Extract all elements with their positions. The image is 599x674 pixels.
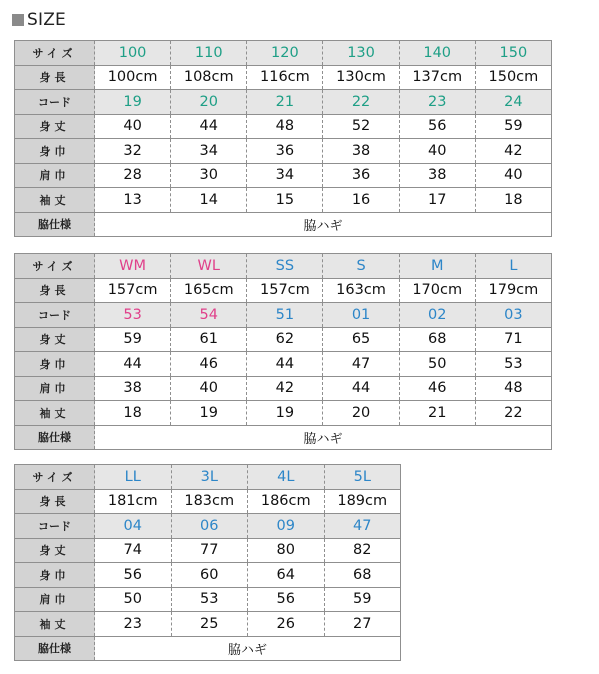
- table-cell: 51: [247, 303, 323, 328]
- table-cell: 150cm: [475, 65, 551, 90]
- page-title: [12, 9, 66, 31]
- row-label: 肩巾: [15, 587, 95, 612]
- table-cell: 186cm: [248, 489, 325, 514]
- table-cell: 181cm: [95, 489, 172, 514]
- size-table-large: [14, 464, 401, 661]
- table-cell: 120: [247, 41, 323, 66]
- table-cell: 59: [95, 327, 171, 352]
- table-cell: 19: [95, 90, 171, 115]
- table-cell: 56: [399, 114, 475, 139]
- table-cell: 100cm: [95, 65, 171, 90]
- table-cell: 116cm: [247, 65, 323, 90]
- table-cell: WL: [171, 254, 247, 279]
- table-cell: 46: [171, 352, 247, 377]
- row-label: 身長: [15, 65, 95, 90]
- page-title-text: SIZE: [27, 10, 66, 30]
- table-cell: 179cm: [475, 278, 551, 303]
- table-cell: 19: [247, 401, 323, 426]
- table-row-note: [15, 425, 552, 450]
- table-cell: 64: [248, 563, 325, 588]
- row-label: 袖丈: [15, 401, 95, 426]
- table-cell: 36: [247, 139, 323, 164]
- row-label: サイズ: [15, 41, 95, 66]
- table-cell: 50: [95, 587, 172, 612]
- table-cell: 62: [247, 327, 323, 352]
- table-cell: 165cm: [171, 278, 247, 303]
- row-label: 身巾: [15, 352, 95, 377]
- table-cell: 53: [171, 587, 248, 612]
- table-row: [15, 163, 552, 188]
- table-cell: 60: [171, 563, 248, 588]
- table-cell: 50: [399, 352, 475, 377]
- table-cell: L: [475, 254, 551, 279]
- table-cell: 53: [95, 303, 171, 328]
- table-row: [15, 465, 401, 490]
- row-label: 身長: [15, 278, 95, 303]
- table-cell: 74: [95, 538, 172, 563]
- table-row: [15, 401, 552, 426]
- table-cell: 68: [399, 327, 475, 352]
- table-cell: 52: [323, 114, 399, 139]
- table-cell: 42: [247, 376, 323, 401]
- table-cell: 40: [399, 139, 475, 164]
- row-label: 脇仕様: [15, 636, 95, 661]
- table-cell: 22: [323, 90, 399, 115]
- table-cell: 40: [171, 376, 247, 401]
- table-cell: 38: [399, 163, 475, 188]
- table-row-note: [15, 636, 401, 661]
- table-cell: 27: [324, 612, 401, 637]
- table-cell: 183cm: [171, 489, 248, 514]
- table-cell: 26: [248, 612, 325, 637]
- table-cell: 40: [475, 163, 551, 188]
- table-cell: 59: [475, 114, 551, 139]
- table-row: [15, 65, 552, 90]
- row-label: 身巾: [15, 563, 95, 588]
- table-row: [15, 612, 401, 637]
- table-cell: 4L: [248, 465, 325, 490]
- table-cell: 24: [475, 90, 551, 115]
- table-cell: 140: [399, 41, 475, 66]
- table-row: [15, 352, 552, 377]
- table-cell: 48: [475, 376, 551, 401]
- table-cell: 48: [247, 114, 323, 139]
- table-cell: WM: [95, 254, 171, 279]
- table-cell: M: [399, 254, 475, 279]
- row-label: 身丈: [15, 327, 95, 352]
- table-cell: 38: [323, 139, 399, 164]
- table-cell: 22: [475, 401, 551, 426]
- table-cell: 77: [171, 538, 248, 563]
- table-cell: SS: [247, 254, 323, 279]
- table-cell: 163cm: [323, 278, 399, 303]
- table-cell: 44: [323, 376, 399, 401]
- table-cell: 23: [95, 612, 172, 637]
- table-row: [15, 188, 552, 213]
- table-row: [15, 278, 552, 303]
- table-row: [15, 514, 401, 539]
- row-label: 脇仕様: [15, 425, 95, 450]
- table-cell: 44: [247, 352, 323, 377]
- title-square-icon: [12, 14, 24, 26]
- table-cell: 54: [171, 303, 247, 328]
- table-cell: 47: [323, 352, 399, 377]
- table-cell: 157cm: [95, 278, 171, 303]
- table-cell: 130cm: [323, 65, 399, 90]
- table-cell: 25: [171, 612, 248, 637]
- row-label: コード: [15, 90, 95, 115]
- row-label: 袖丈: [15, 188, 95, 213]
- table-cell: 20: [323, 401, 399, 426]
- table-cell: 15: [247, 188, 323, 213]
- table-cell: 61: [171, 327, 247, 352]
- row-label: コード: [15, 514, 95, 539]
- table-cell: 17: [399, 188, 475, 213]
- table-row: [15, 489, 401, 514]
- table-cell: 23: [399, 90, 475, 115]
- row-label: サイズ: [15, 254, 95, 279]
- table-cell: 04: [95, 514, 172, 539]
- table-cell: 108cm: [171, 65, 247, 90]
- side-seam-value: 脇ハギ: [95, 425, 552, 450]
- table-cell: 157cm: [247, 278, 323, 303]
- table-cell: 47: [324, 514, 401, 539]
- row-label: 肩巾: [15, 376, 95, 401]
- table-cell: 20: [171, 90, 247, 115]
- table-cell: 137cm: [399, 65, 475, 90]
- table-cell: 59: [324, 587, 401, 612]
- size-table-kids: [14, 40, 552, 237]
- table-cell: 21: [247, 90, 323, 115]
- table-cell: 16: [323, 188, 399, 213]
- table-cell: 82: [324, 538, 401, 563]
- table-cell: 56: [248, 587, 325, 612]
- table-cell: 80: [248, 538, 325, 563]
- table-cell: 32: [95, 139, 171, 164]
- table-cell: 110: [171, 41, 247, 66]
- table-cell: 36: [323, 163, 399, 188]
- row-label: 身長: [15, 489, 95, 514]
- table-cell: 28: [95, 163, 171, 188]
- table-cell: 46: [399, 376, 475, 401]
- row-label: コード: [15, 303, 95, 328]
- row-label: 身巾: [15, 139, 95, 164]
- table-cell: 30: [171, 163, 247, 188]
- table-row: [15, 139, 552, 164]
- row-label: 肩巾: [15, 163, 95, 188]
- table-cell: 42: [475, 139, 551, 164]
- table-cell: LL: [95, 465, 172, 490]
- table-cell: 18: [95, 401, 171, 426]
- table-row: [15, 41, 552, 66]
- table-cell: 38: [95, 376, 171, 401]
- table-cell: 44: [171, 114, 247, 139]
- table-row: [15, 563, 401, 588]
- table-row-note: [15, 212, 552, 237]
- table-cell: 65: [323, 327, 399, 352]
- size-table-adult: [14, 253, 552, 450]
- table-row: [15, 90, 552, 115]
- table-row: [15, 587, 401, 612]
- table-cell: 53: [475, 352, 551, 377]
- side-seam-value: 脇ハギ: [95, 636, 401, 661]
- table-row: [15, 376, 552, 401]
- table-cell: 06: [171, 514, 248, 539]
- table-cell: 189cm: [324, 489, 401, 514]
- table-cell: 130: [323, 41, 399, 66]
- table-cell: 01: [323, 303, 399, 328]
- table-cell: 21: [399, 401, 475, 426]
- table-cell: 3L: [171, 465, 248, 490]
- row-label: 袖丈: [15, 612, 95, 637]
- table-row: [15, 303, 552, 328]
- table-cell: 34: [171, 139, 247, 164]
- table-cell: S: [323, 254, 399, 279]
- table-cell: 68: [324, 563, 401, 588]
- row-label: 身丈: [15, 538, 95, 563]
- table-cell: 09: [248, 514, 325, 539]
- row-label: 身丈: [15, 114, 95, 139]
- table-cell: 13: [95, 188, 171, 213]
- side-seam-value: 脇ハギ: [95, 212, 552, 237]
- table-cell: 02: [399, 303, 475, 328]
- table-cell: 44: [95, 352, 171, 377]
- table-cell: 56: [95, 563, 172, 588]
- row-label: 脇仕様: [15, 212, 95, 237]
- table-cell: 5L: [324, 465, 401, 490]
- table-cell: 03: [475, 303, 551, 328]
- table-cell: 34: [247, 163, 323, 188]
- table-row: [15, 114, 552, 139]
- table-row: [15, 538, 401, 563]
- table-cell: 18: [475, 188, 551, 213]
- table-cell: 14: [171, 188, 247, 213]
- table-cell: 19: [171, 401, 247, 426]
- table-cell: 150: [475, 41, 551, 66]
- table-row: [15, 327, 552, 352]
- table-cell: 170cm: [399, 278, 475, 303]
- table-row: [15, 254, 552, 279]
- table-cell: 100: [95, 41, 171, 66]
- table-cell: 40: [95, 114, 171, 139]
- row-label: サイズ: [15, 465, 95, 490]
- table-cell: 71: [475, 327, 551, 352]
